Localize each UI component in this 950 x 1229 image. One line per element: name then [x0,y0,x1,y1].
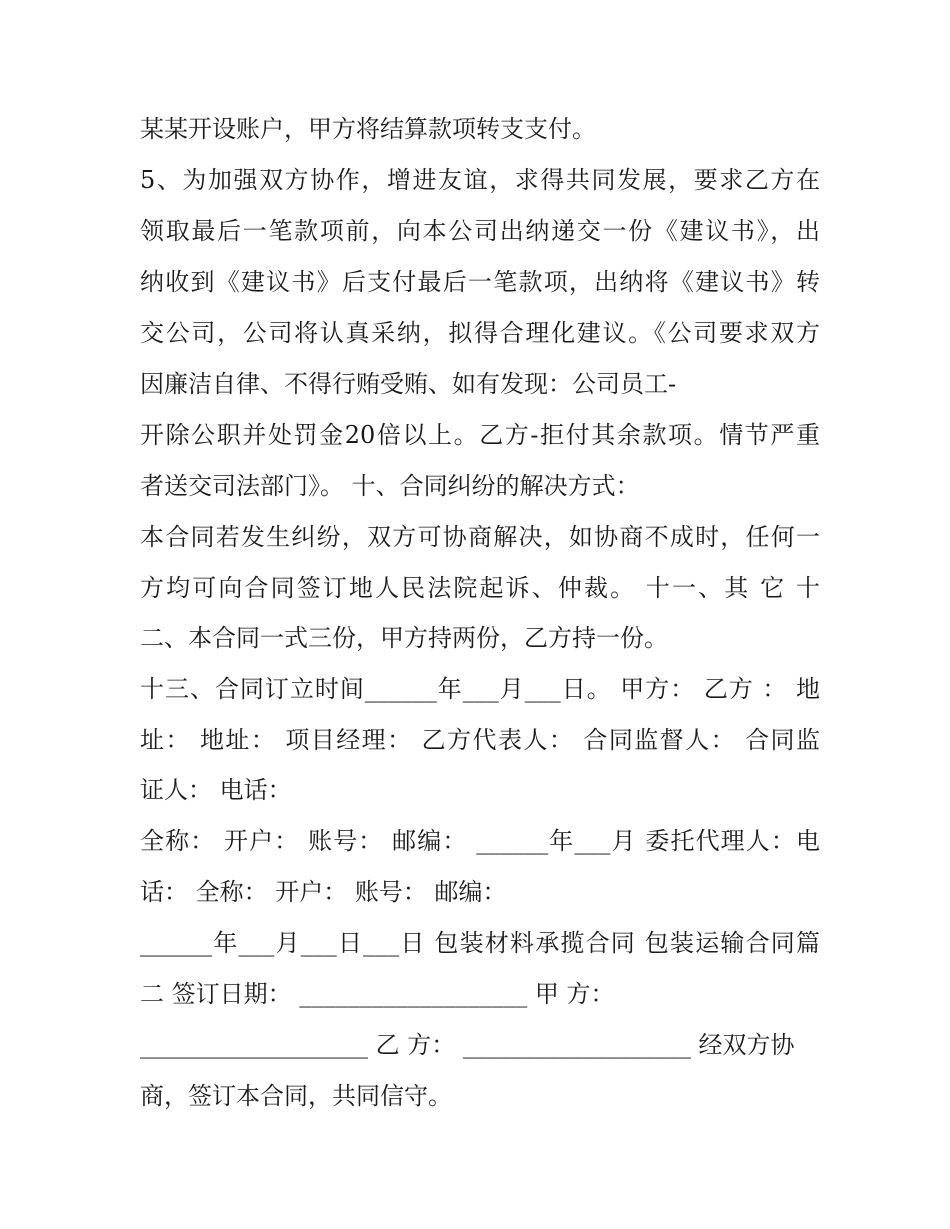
text-line-7: 开除公职并处罚金20倍以上。乙方-拒付其余款项。情节严重 [140,421,820,449]
text-line-5: 交公司，公司将认真采纳，拟得合理化建议。《公司要求双方 [140,319,820,347]
text-line-17: ______年___月___日___日 包装材料承揽合同 包装运输合同篇 [140,929,820,957]
text-line-14: 证人： 电话： [140,776,292,804]
text-line-1: 某某开设账户，甲方将结算款项转支支付。 [140,115,596,143]
text-line-12: 十三、合同订立时间______年___月___日。 甲方： 乙方 ： 地 [140,675,820,703]
text-line-13: 址： 地址： 项目经理： 乙方代表人： 合同监督人： 合同监 [140,726,820,754]
text-line-16: 话： 全称： 开户： 账号： 邮编： [140,878,507,906]
text-line-18: 二 签订日期： ___________________ 甲 方： [140,980,615,1008]
text-line-6: 因廉洁自律、不得行贿受贿、如有发现：公司员工- [140,370,677,398]
text-line-4: 纳收到《建议书》后支付最后一笔款项，出纳将《建议书》转 [140,268,820,296]
text-line-10: 方均可向合同签订地人民法院起诉、仲裁。 十一、其 它 十 [140,574,820,602]
text-line-11: 二、本合同一式三份，甲方持两份，乙方持一份。 [140,624,668,652]
text-line-9: 本合同若发生纠纷，双方可协商解决，如协商不成时，任何一 [140,523,820,551]
text-line-2: 5、为加强双方协作，增进友谊，求得共同发展，要求乙方在 [140,166,820,194]
text-line-8: 者送交司法部门》。 十、合同纠纷的解决方式： [140,472,640,500]
text-line-19: ___________________ 乙 方： ___________________ 经双方协 [140,1031,795,1059]
text-line-3: 领取最后一笔款项前，向本公司出纳递交一份《建议书》，出 [140,217,820,245]
text-line-20: 商，签订本合同，共同信守。 [140,1082,452,1110]
text-line-15: 全称： 开户： 账号： 邮编： ______年___月 委托代理人：电 [140,827,820,855]
